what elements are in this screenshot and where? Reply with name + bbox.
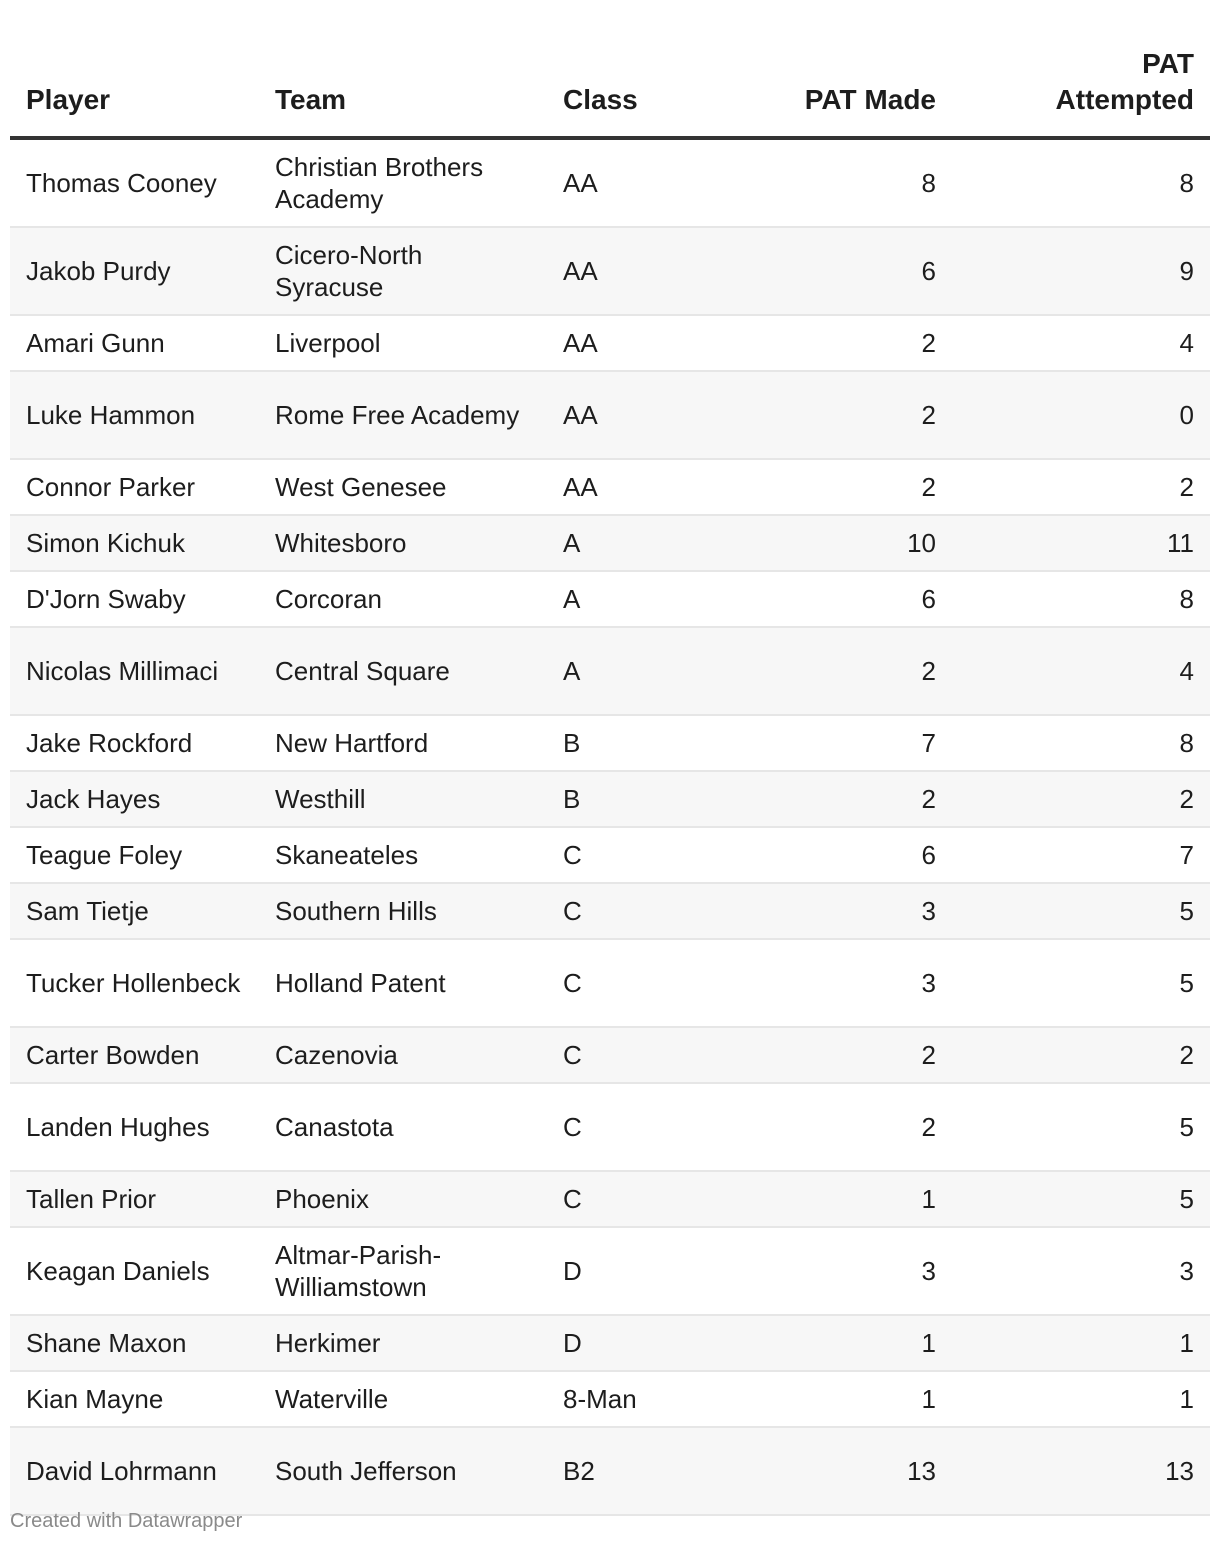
cell-pat-attempted: 11 (952, 515, 1210, 571)
cell-team: Whitesboro (259, 515, 547, 571)
table-row (10, 227, 1210, 315)
column-header-pat-attempted-label: PAT Attempted (1055, 48, 1194, 115)
cell-player: Luke Hammon (10, 371, 259, 459)
cell-player: Carter Bowden (10, 1027, 259, 1083)
cell-pat-made: 1 (714, 1371, 952, 1427)
cell-team: Liverpool (259, 315, 547, 371)
cell-player: Landen Hughes (10, 1083, 259, 1171)
cell-team: Canastota (259, 1083, 547, 1171)
cell-team: Altmar-Parish-Williamstown (259, 1227, 547, 1315)
table-row (10, 1083, 1210, 1171)
cell-pat-attempted: 5 (952, 883, 1210, 939)
cell-pat-attempted: 3 (952, 1227, 1210, 1315)
cell-player: Nicolas Millimaci (10, 627, 259, 715)
cell-pat-attempted: 5 (952, 1083, 1210, 1171)
cell-pat-made: 10 (714, 515, 952, 571)
cell-pat-made: 1 (714, 1315, 952, 1371)
cell-pat-attempted: 0 (952, 371, 1210, 459)
datawrapper-credit[interactable]: Created with Datawrapper (10, 1510, 243, 1532)
cell-pat-made: 6 (714, 571, 952, 627)
cell-pat-attempted: 7 (952, 827, 1210, 883)
cell-class: D (547, 1315, 714, 1371)
cell-player: Simon Kichuk (10, 515, 259, 571)
table-row (10, 1315, 1210, 1371)
cell-player: Tucker Hollenbeck (10, 939, 259, 1027)
cell-class: C (547, 1027, 714, 1083)
table-row (10, 715, 1210, 771)
cell-pat-attempted: 4 (952, 627, 1210, 715)
cell-player: Amari Gunn (10, 315, 259, 371)
cell-player: Connor Parker (10, 459, 259, 515)
cell-player: Shane Maxon (10, 1315, 259, 1371)
cell-pat-attempted: 5 (952, 1171, 1210, 1227)
pat-stats-table (10, 40, 1210, 1516)
cell-class: C (547, 883, 714, 939)
cell-player: Tallen Prior (10, 1171, 259, 1227)
cell-player: Jake Rockford (10, 715, 259, 771)
table-row (10, 1227, 1210, 1315)
table-row (10, 1371, 1210, 1427)
cell-team: Southern Hills (259, 883, 547, 939)
cell-class: C (547, 827, 714, 883)
table-row (10, 771, 1210, 827)
table-body (10, 138, 1210, 1515)
cell-pat-made: 13 (714, 1427, 952, 1515)
cell-class: B2 (547, 1427, 714, 1515)
cell-class: AA (547, 315, 714, 371)
cell-pat-attempted: 4 (952, 315, 1210, 371)
cell-pat-made: 6 (714, 827, 952, 883)
cell-team: Corcoran (259, 571, 547, 627)
cell-team: Cazenovia (259, 1027, 547, 1083)
cell-team: Waterville (259, 1371, 547, 1427)
cell-pat-made: 3 (714, 1227, 952, 1315)
cell-pat-attempted: 2 (952, 771, 1210, 827)
column-header-class[interactable]: Class (547, 40, 714, 138)
cell-pat-made: 2 (714, 371, 952, 459)
cell-pat-made: 3 (714, 883, 952, 939)
cell-pat-attempted: 8 (952, 715, 1210, 771)
cell-pat-attempted: 1 (952, 1315, 1210, 1371)
cell-class: 8-Man (547, 1371, 714, 1427)
cell-pat-attempted: 1 (952, 1371, 1210, 1427)
cell-pat-made: 2 (714, 315, 952, 371)
cell-class: A (547, 515, 714, 571)
cell-player: David Lohrmann (10, 1427, 259, 1515)
cell-class: C (547, 1171, 714, 1227)
table-row (10, 515, 1210, 571)
cell-pat-attempted: 8 (952, 571, 1210, 627)
cell-class: AA (547, 459, 714, 515)
cell-team: Herkimer (259, 1315, 547, 1371)
table-row (10, 1171, 1210, 1227)
table-row (10, 1027, 1210, 1083)
column-header-team[interactable]: Team (259, 40, 547, 138)
cell-player: Keagan Daniels (10, 1227, 259, 1315)
cell-pat-made: 2 (714, 1027, 952, 1083)
table-row (10, 571, 1210, 627)
cell-pat-made: 6 (714, 227, 952, 315)
cell-class: A (547, 571, 714, 627)
table-row (10, 1427, 1210, 1515)
cell-pat-made: 3 (714, 939, 952, 1027)
cell-team: South Jefferson (259, 1427, 547, 1515)
cell-pat-attempted: 13 (952, 1427, 1210, 1515)
cell-class: A (547, 627, 714, 715)
cell-class: B (547, 771, 714, 827)
column-header-pat-attempted[interactable] (952, 40, 1210, 138)
cell-team: Phoenix (259, 1171, 547, 1227)
cell-pat-attempted: 2 (952, 459, 1210, 515)
cell-pat-attempted: 2 (952, 1027, 1210, 1083)
table-row (10, 627, 1210, 715)
cell-pat-made: 2 (714, 1083, 952, 1171)
table-row (10, 459, 1210, 515)
cell-team: Holland Patent (259, 939, 547, 1027)
cell-pat-attempted: 5 (952, 939, 1210, 1027)
cell-class: B (547, 715, 714, 771)
cell-team: Rome Free Academy (259, 371, 547, 459)
cell-pat-attempted: 9 (952, 227, 1210, 315)
table-row (10, 315, 1210, 371)
cell-pat-made: 2 (714, 771, 952, 827)
cell-pat-made: 1 (714, 1171, 952, 1227)
cell-player: Teague Foley (10, 827, 259, 883)
cell-class: D (547, 1227, 714, 1315)
header-row (10, 40, 1210, 138)
pat-table-container (10, 40, 1210, 1516)
cell-team: Skaneateles (259, 827, 547, 883)
table-row (10, 883, 1210, 939)
cell-player: Jakob Purdy (10, 227, 259, 315)
cell-player: Thomas Cooney (10, 138, 259, 227)
cell-player: Kian Mayne (10, 1371, 259, 1427)
cell-class: C (547, 939, 714, 1027)
table-header (10, 40, 1210, 138)
cell-team: Christian Brothers Academy (259, 138, 547, 227)
cell-team: Cicero-North Syracuse (259, 227, 547, 315)
cell-team: Westhill (259, 771, 547, 827)
cell-player: Sam Tietje (10, 883, 259, 939)
cell-player: Jack Hayes (10, 771, 259, 827)
cell-pat-attempted: 8 (952, 138, 1210, 227)
cell-class: AA (547, 227, 714, 315)
column-header-player[interactable]: Player (10, 40, 259, 138)
table-row (10, 371, 1210, 459)
cell-class: AA (547, 138, 714, 227)
cell-player: D'Jorn Swaby (10, 571, 259, 627)
cell-class: AA (547, 371, 714, 459)
table-row (10, 827, 1210, 883)
table-row (10, 939, 1210, 1027)
cell-class: C (547, 1083, 714, 1171)
cell-pat-made: 2 (714, 459, 952, 515)
cell-team: Central Square (259, 627, 547, 715)
cell-pat-made: 7 (714, 715, 952, 771)
cell-pat-made: 8 (714, 138, 952, 227)
table-row (10, 138, 1210, 227)
column-header-pat-made[interactable]: PAT Made (714, 40, 952, 138)
cell-pat-made: 2 (714, 627, 952, 715)
cell-team: West Genesee (259, 459, 547, 515)
cell-team: New Hartford (259, 715, 547, 771)
